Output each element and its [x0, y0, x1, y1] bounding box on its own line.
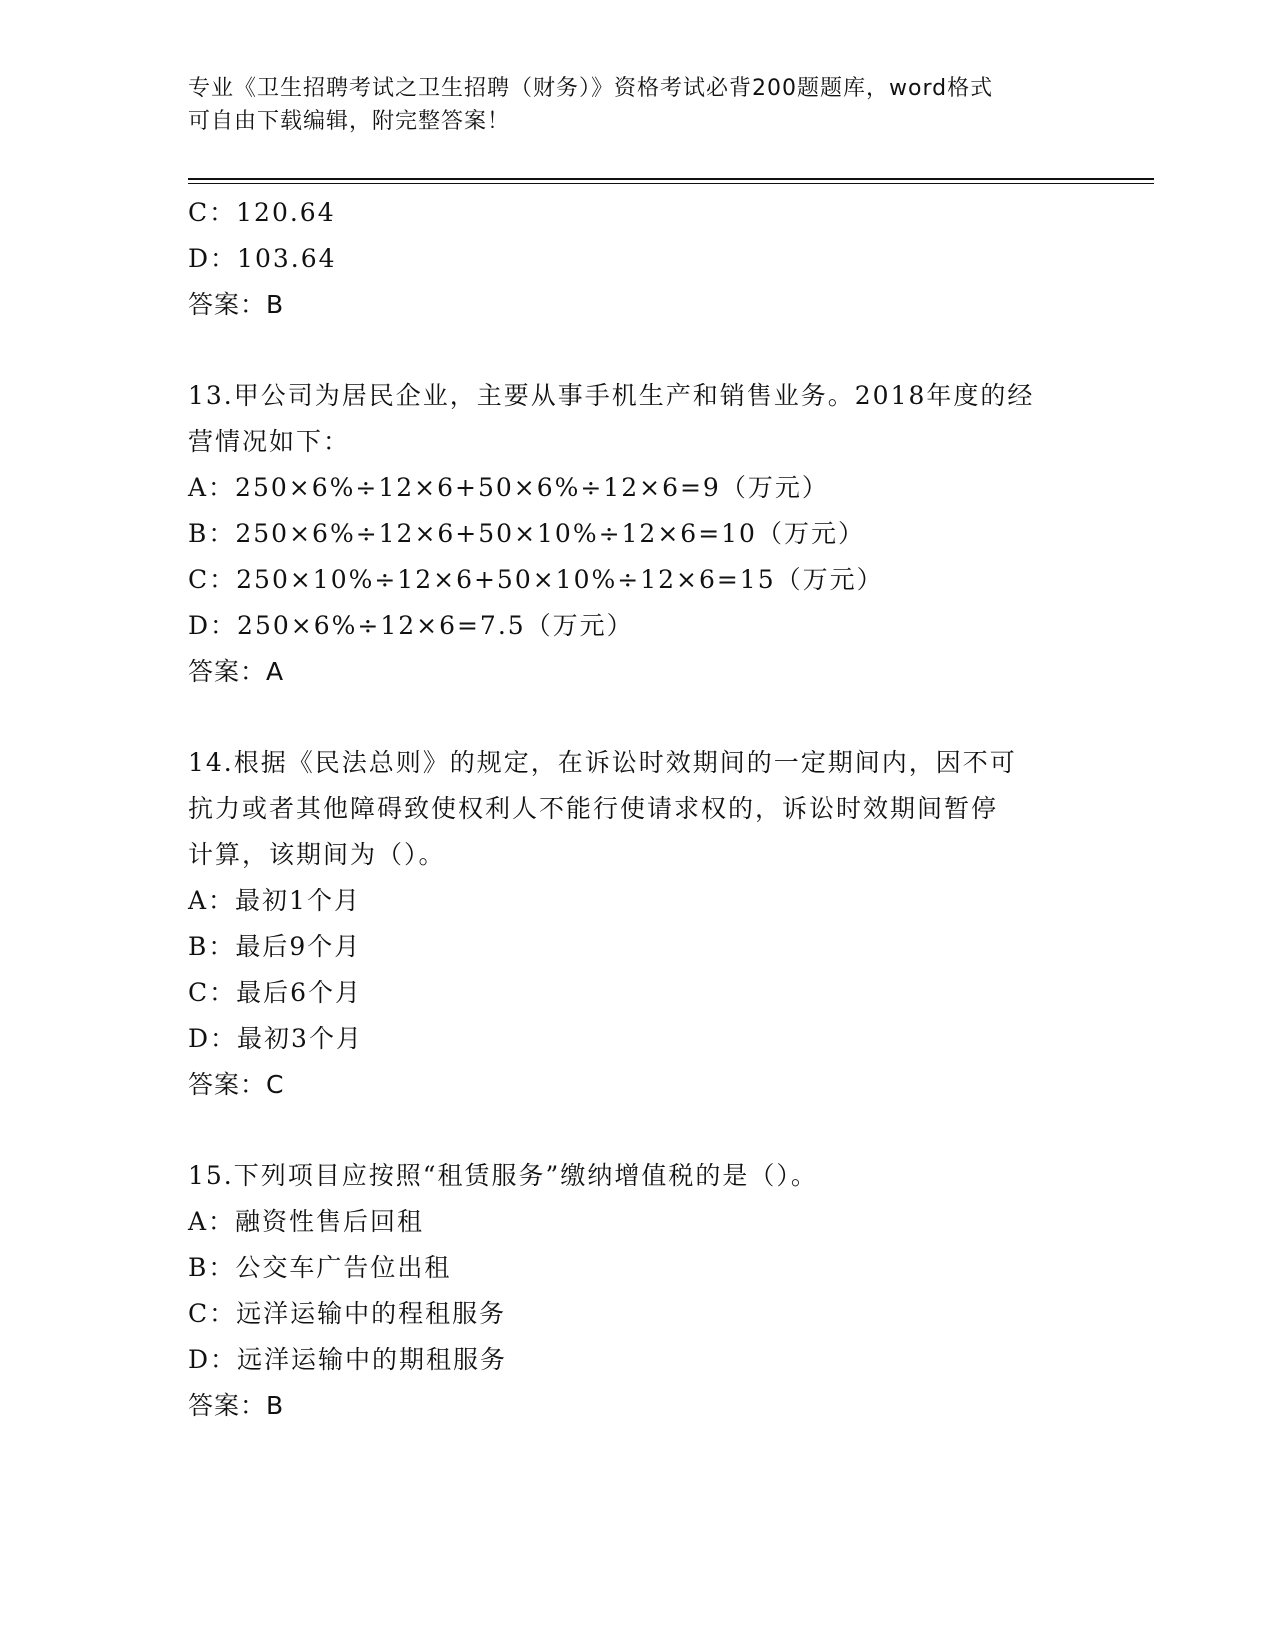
spacer	[188, 1108, 1088, 1153]
option-b: B：公交车广告位出租	[188, 1253, 452, 1282]
answer: 答案：B	[188, 290, 285, 319]
option-a: A：250×6%÷12×6+50×6%÷12×6=9（万元）	[188, 473, 829, 502]
question-text-line: 13.甲公司为居民企业，主要从事手机生产和销售业务。2018年度的经	[188, 381, 1035, 410]
question-text-line: 计算，该期间为（）。	[188, 840, 446, 869]
option-d: D：250×6%÷12×6=7.5（万元）	[188, 611, 634, 640]
option-d: D：远洋运输中的期租服务	[188, 1345, 508, 1374]
document-header	[188, 72, 1088, 138]
question-text-line: 抗力或者其他障碍致使权利人不能行使请求权的，诉讼时效期间暂停	[188, 794, 999, 823]
option-c: C：120.64	[188, 198, 336, 227]
answer: 答案：A	[188, 657, 285, 686]
header-line-2: 可自由下载编辑，附完整答案！	[188, 109, 511, 134]
option-a: A：最初1个月	[188, 886, 361, 915]
spacer	[188, 328, 1088, 373]
question-text-line: 15.下列项目应按照“租赁服务”缴纳增值税的是（）。	[188, 1161, 818, 1190]
option-b: B：250×6%÷12×6+50×10%÷12×6=10（万元）	[188, 519, 865, 548]
option-d: D：103.64	[188, 244, 337, 273]
option-c: C：250×10%÷12×6+50×10%÷12×6=15（万元）	[188, 565, 884, 594]
option-c: C：远洋运输中的程租服务	[188, 1299, 507, 1328]
option-d: D：最初3个月	[188, 1024, 363, 1053]
question-text-line: 14.根据《民法总则》的规定，在诉讼时效期间的一定期间内，因不可	[188, 748, 1017, 777]
answer: 答案：B	[188, 1391, 285, 1420]
question-15	[188, 1153, 1088, 1429]
question-14	[188, 740, 1088, 1108]
header-divider-thin	[188, 183, 1154, 184]
header-divider-thick	[188, 178, 1154, 180]
option-c: C：最后6个月	[188, 978, 363, 1007]
spacer	[188, 695, 1088, 740]
option-b: B：最后9个月	[188, 932, 362, 961]
option-a: A：融资性售后回租	[188, 1207, 425, 1236]
question-12-continued	[188, 190, 1088, 328]
question-13	[188, 373, 1088, 695]
document-body	[188, 190, 1088, 1429]
answer: 答案：C	[188, 1070, 285, 1099]
header-line-1: 专业《卫生招聘考试之卫生招聘（财务）》资格考试必背200题题库，word格式	[188, 76, 994, 101]
question-text-line: 营情况如下：	[188, 427, 351, 456]
